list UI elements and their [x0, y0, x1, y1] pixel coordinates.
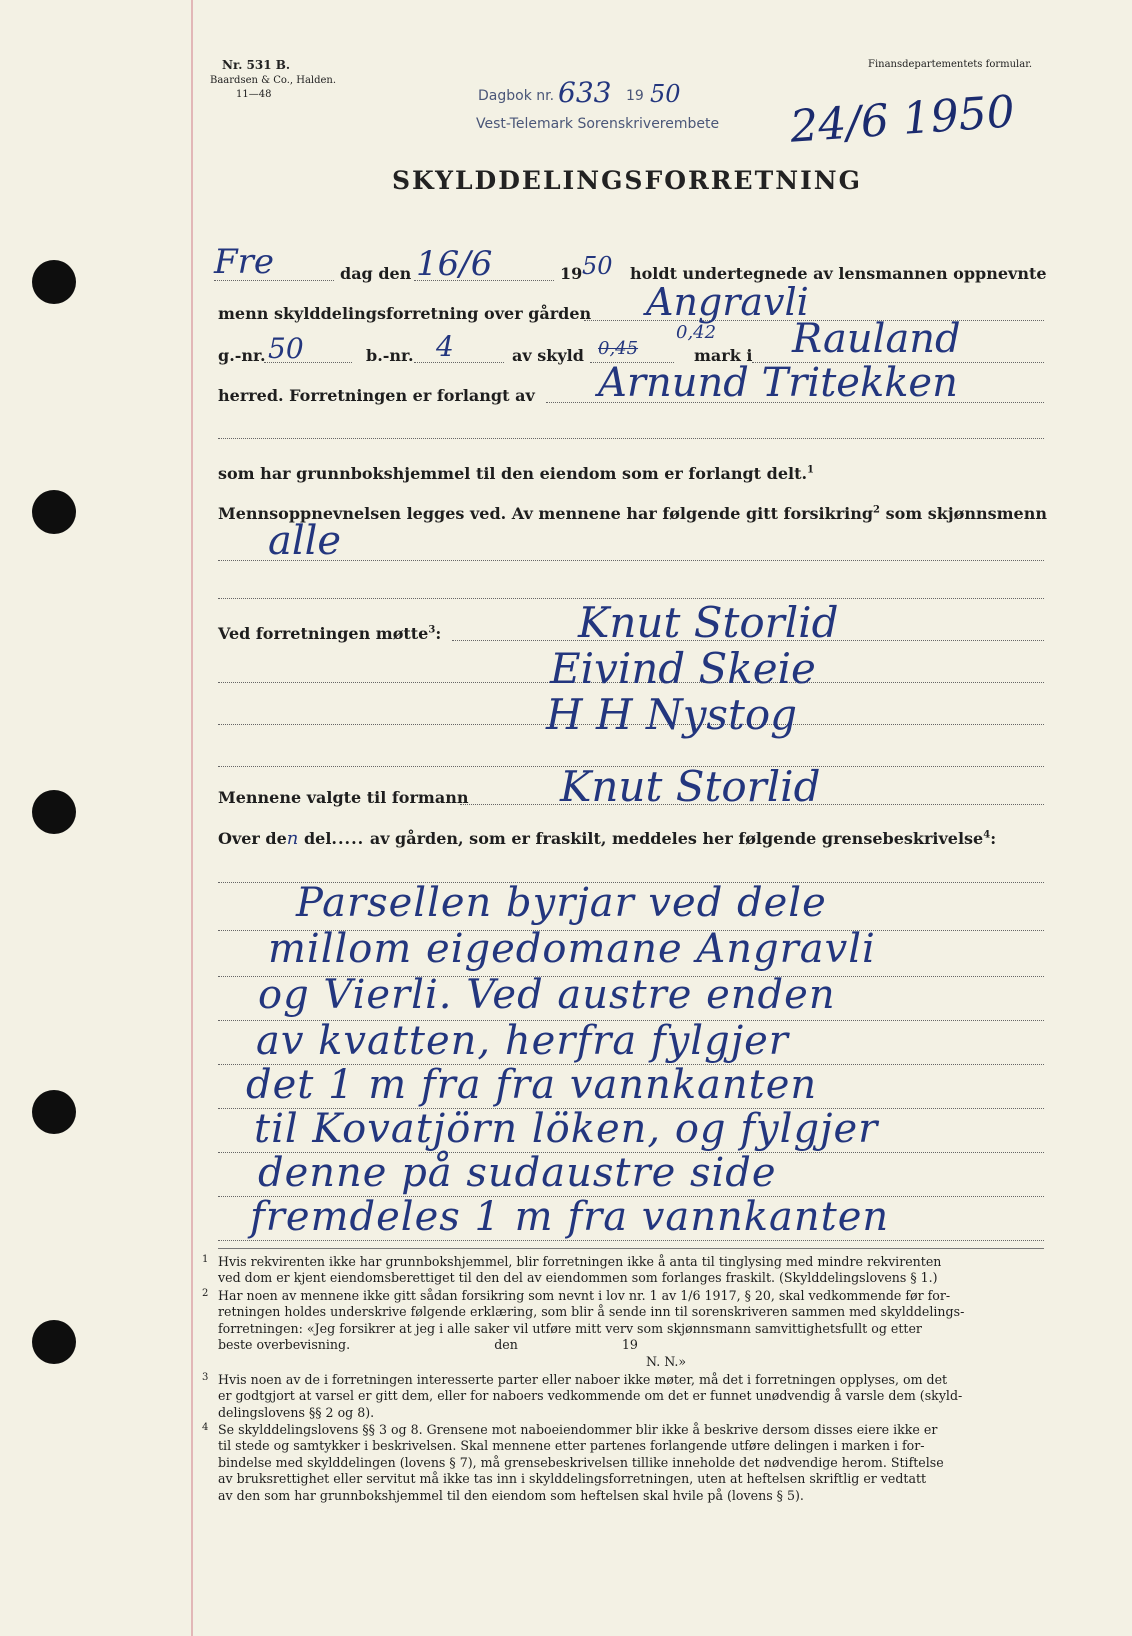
- boundary-intro-b: del: [298, 829, 332, 848]
- printer: Baardsen & Co., Halden.: [210, 75, 337, 86]
- skyld-label: av skyld: [512, 346, 584, 365]
- office-stamp: Vest-Telemark Sorenskriverembete: [476, 116, 720, 132]
- footnote: [202, 1254, 1046, 1287]
- date: 16/6: [416, 244, 493, 284]
- attendees-label: Ved forretningen møtte$^3$:: [218, 624, 442, 643]
- punch-hole: [32, 1320, 76, 1364]
- line6-text: [218, 464, 814, 483]
- gnr-value: 50: [268, 332, 304, 365]
- municipality: Rauland: [792, 316, 961, 362]
- boundary-intro: Over den del..... av gården, som er fraskilt, meddeles her følgende grensebeskrivelse$^4$:: [218, 828, 997, 849]
- punch-hole: [32, 1090, 76, 1134]
- year-prefix: 19: [560, 264, 583, 283]
- form-number: Nr. 531 B.: [222, 58, 291, 72]
- attendee-name: H H Nystog: [546, 690, 798, 739]
- footnote: [202, 1422, 1046, 1504]
- boundary-line: millom eigedomane Angravli: [268, 926, 876, 972]
- footnote-ref: 4: [983, 829, 991, 841]
- punch-hole: [32, 260, 76, 304]
- attendee-name: Knut Storlid: [578, 598, 839, 647]
- footnote-ref: 2: [873, 504, 881, 516]
- line6-label: som har grunnbokshjemmel til den eiendom som er forlangt delt.: [218, 464, 808, 483]
- boundary-line: og Vierli. Ved austre enden: [258, 972, 836, 1018]
- footnote-line: Har noen av mennene ikke gitt sådan forsikring som nevnt i lov nr. 1 av 1/6 1917, § 20, skal vedkommende før for-: [218, 1288, 951, 1303]
- boundary-line: denne på sudaustre side: [258, 1150, 777, 1196]
- footnote-number: 2: [202, 1288, 209, 1299]
- chairman-name: Knut Storlid: [560, 762, 821, 811]
- footnote-line: til stede og samtykker i beskrivelsen. Skal mennene etter partenes forlangende utføre delingen i marken i for-: [218, 1438, 925, 1454]
- weekday: Fre: [214, 242, 274, 282]
- chairman-label: Mennene valgte til formann: [218, 788, 469, 807]
- dagbok-number: 633: [558, 76, 612, 109]
- skyld-struck: 0,45: [598, 338, 639, 359]
- footnote-line: forretningen: «Jeg forsikrer at jeg i alle saker vil utføre mitt verv som skjønnsmann samvittighetsfullt og etter: [218, 1320, 922, 1336]
- footnote-ref: 3: [428, 624, 436, 636]
- boundary-intro-a: Over de: [218, 829, 287, 848]
- dag-den-label: dag den: [340, 264, 412, 283]
- boundary-line: fremdeles 1 m fra vannkanten: [250, 1194, 890, 1240]
- skyld-new: 0,42: [676, 322, 717, 343]
- dotted-line: [218, 560, 1044, 561]
- margin-line: [191, 0, 193, 1636]
- line2-text: menn skylddelingsforretning over gården: [218, 304, 592, 323]
- footnote-line: delingslovens §§ 2 og 8).: [218, 1404, 375, 1420]
- footnote-line: av den som har grunnbokshjemmel til den eiendom som heftelsen skal hvile på (lovens § 5).: [218, 1487, 804, 1503]
- footnote-signature: N. N.»: [646, 1353, 687, 1369]
- boundary-line: Parsellen byrjar ved dele: [296, 880, 827, 926]
- bnr-value: 4: [436, 330, 454, 363]
- line7-label-b: som skjønnsmenn: [880, 504, 1047, 523]
- footnote-line: av bruksrettighet eller servitut må ikke tas inn i skylddelingsforretningen, uten at heftelsen skriftlig er vedtatt: [218, 1471, 927, 1487]
- line7-text: [218, 504, 1047, 523]
- page-title: SKYLDDELINGSFORRETNING: [392, 166, 862, 195]
- footnote-line: retningen holdes underskrive følgende erklæring, som blir å sende inn til sorenskriveren sammen med skylddelings-: [218, 1304, 965, 1320]
- footnote-line: beste overbevisning. den 19: [218, 1337, 638, 1353]
- footnote-line: bindelse med skylddelingen (lovens § 7), må grensebeskrivelsen tillike inneholde det nødvendige herom. Stiftelse: [218, 1454, 944, 1470]
- bnr-label: b.-nr.: [366, 346, 414, 365]
- boundary-line: det 1 m fra fra vannkanten: [246, 1062, 818, 1108]
- attendee-name: Eivind Skeie: [550, 644, 816, 693]
- attendees-label-text: Ved forretningen møtte: [218, 624, 429, 643]
- year-suffix: 50: [582, 252, 613, 280]
- footnote: [202, 1372, 1046, 1421]
- boundary-line: til Kovatjörn löken, og fylgjer: [254, 1106, 879, 1152]
- dotted-line: [414, 280, 554, 281]
- line4-text: herred. Forretningen er forlangt av: [218, 386, 535, 405]
- footnote: [202, 1288, 1046, 1370]
- line1-text: holdt undertegnede av lensmannen oppnevnte: [630, 264, 1047, 283]
- footnote-number: 1: [202, 1254, 209, 1265]
- punch-hole: [32, 790, 76, 834]
- footnote-line: ved dom er kjent eiendomsberettiget til den del av eiendommen som forlanges fraskilt. (Skylddelingslovens § 1.): [218, 1270, 938, 1286]
- punch-hole: [32, 490, 76, 534]
- dotted-line: [218, 438, 1044, 439]
- footnote-number: 4: [202, 1422, 209, 1433]
- dotted-line: [414, 362, 504, 363]
- stamp-date: 24/6 1950: [788, 86, 1017, 153]
- footnote-line: er godtgjort at varsel er gitt dem, eller for naboers vedkommende om det er funnet unødvendig å varsle dem (skyld-: [218, 1388, 963, 1404]
- boundary-intro-hand: n: [286, 828, 299, 849]
- insured-persons: alle: [268, 518, 342, 564]
- footnote-number: 3: [202, 1372, 209, 1383]
- footnote-line: Se skylddelingslovens §§ 3 og 8. Grensene mot naboeiendommer blir ikke å beskrive dersom disses eiere ikke er: [218, 1422, 938, 1437]
- footnote-line: Hvis rekvirenten ikke har grunnbokshjemmel, blir forretningen ikke å anta til tinglysing med mindre rekvirenten: [218, 1254, 942, 1269]
- footnote-separator: [218, 1248, 1044, 1249]
- boundary-line: av kvatten, herfra fylgjer: [256, 1018, 789, 1064]
- footnote-ref: 1: [807, 464, 814, 476]
- print-date: 11—48: [236, 89, 272, 100]
- gnr-label: g.-nr.: [218, 346, 266, 365]
- requester: Arnund Tritekken: [598, 360, 958, 406]
- dotted-line: [218, 1240, 1044, 1241]
- footnote-line: Hvis noen av de i forretningen interesserte parter eller naboer ikke møter, må det i forretningen opplyses, om det: [218, 1372, 948, 1387]
- dagbok-year-prefix: 19: [626, 88, 644, 104]
- dotted-line: [214, 280, 334, 281]
- mark-label: mark i: [694, 346, 753, 365]
- boundary-intro-c: av gården, som er fraskilt, meddeles her følgende grensebeskrivelse: [364, 829, 984, 848]
- ministry-form: Finansdepartementets formular.: [868, 59, 1033, 70]
- dagbok-label: Dagbok nr.: [478, 88, 555, 104]
- dagbok-year-suffix: 50: [650, 80, 681, 108]
- line7-label-a: Mennsoppnevnelsen legges ved. Av mennene har følgende gitt forsikring: [218, 504, 874, 523]
- farm-name: Angravli: [646, 280, 809, 324]
